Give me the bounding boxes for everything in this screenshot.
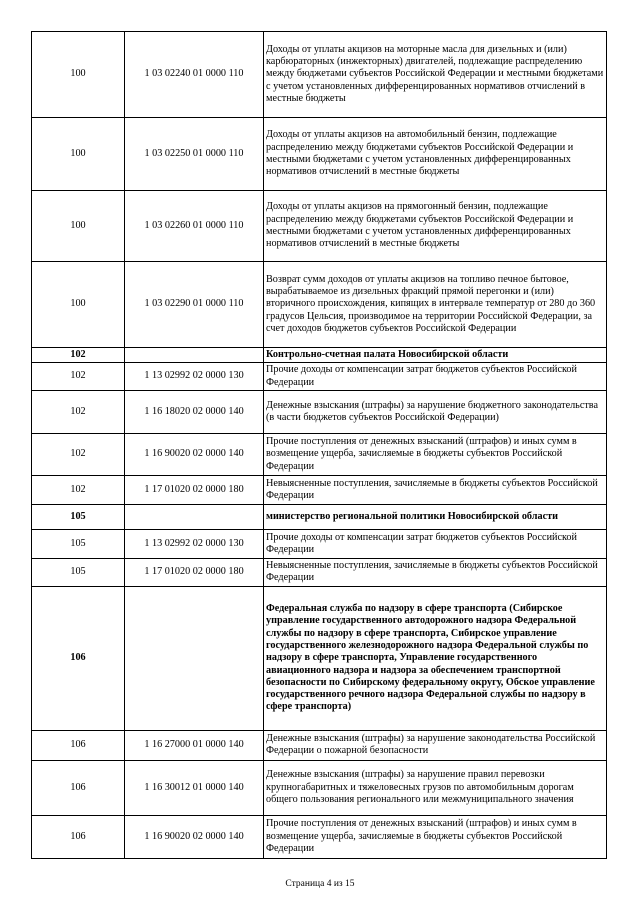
admin-code-cell: 100 [32, 118, 125, 191]
description-cell: Возврат сумм доходов от уплаты акцизов на топливо печное бытовое, вырабатываемое из дизельных фракций прямой перегонки и (или) вторичного происхождения, кипящих в интервале температур от 280 до 360 градусов Цельсия, производимое на территории Российской Федерации, за счет доходов бюджетов субъектов Российской Федерации [264, 262, 607, 348]
revenue-code-cell: 1 17 01020 02 0000 180 [125, 475, 264, 504]
admin-code-cell: 105 [32, 529, 125, 558]
description-cell: Доходы от уплаты акцизов на моторные масла для дизельных и (или) карбюраторных (инжекторных) двигателей, подлежащие распределению между бюджетами субъектов Российской Федерации и местными бюджетами с учетом установленных дифференцированных нормативов отчислений в местные бюджеты [264, 32, 607, 118]
table-row [32, 529, 607, 558]
admin-code-cell: 105 [32, 558, 125, 586]
table-row [32, 32, 607, 118]
table-row [32, 558, 607, 586]
description-cell: Денежные взыскания (штрафы) за нарушение законодательства Российской Федерации о пожарной безопасности [264, 730, 607, 760]
revenue-code-cell: 1 17 01020 02 0000 180 [125, 558, 264, 586]
admin-code-cell: 106 [32, 760, 125, 815]
table-row [32, 504, 607, 529]
description-cell: Прочие доходы от компенсации затрат бюджетов субъектов Российской Федерации [264, 529, 607, 558]
admin-code-cell: 102 [32, 390, 125, 433]
admin-code-cell: 102 [32, 348, 125, 363]
revenue-code-cell: 1 16 18020 02 0000 140 [125, 390, 264, 433]
description-cell: Невыясненные поступления, зачисляемые в бюджеты субъектов Российской Федерации [264, 475, 607, 504]
description-cell: Денежные взыскания (штрафы) за нарушение бюджетного законодательства (в части бюджетов субъектов Российской Федерации) [264, 390, 607, 433]
revenue-code-cell: 1 03 02240 01 0000 110 [125, 32, 264, 118]
description-cell: Доходы от уплаты акцизов на прямогонный бензин, подлежащие распределению между бюджетами субъектов Российской Федерации и местными бюджетами с учетом установленных дифференцированных нормативов отчислений в местные бюджеты [264, 191, 607, 262]
table-row [32, 433, 607, 475]
description-cell: Прочие поступления от денежных взысканий (штрафов) и иных сумм в возмещение ущерба, зачисляемые в бюджеты субъектов Российской Федерации [264, 815, 607, 858]
admin-code-cell: 102 [32, 475, 125, 504]
description-cell: Контрольно-счетная палата Новосибирской области [264, 348, 607, 363]
table-row [32, 118, 607, 191]
table-row [32, 363, 607, 391]
table-row [32, 760, 607, 815]
revenue-code-cell: 1 03 02290 01 0000 110 [125, 262, 264, 348]
revenue-code-cell: 1 03 02260 01 0000 110 [125, 191, 264, 262]
description-cell: Прочие доходы от компенсации затрат бюджетов субъектов Российской Федерации [264, 363, 607, 391]
revenue-code-cell: 1 13 02992 02 0000 130 [125, 529, 264, 558]
table-row [32, 390, 607, 433]
revenue-codes-table [31, 31, 607, 859]
description-cell: Федеральная служба по надзору в сфере транспорта (Сибирское управление государственного автодорожного надзора Федеральной службы по надзору в сфере транспорта, Сибирское управление государственного железнодорожного надзора Федеральной службы по надзору в сфере транспорта, Управление государственного авиационного надзора и надзора за обеспечением транспортной безопасности по Сибирскому федеральному округу, Обское управление государственного речного надзора Федеральной службы по надзору в сфере транспорта) [264, 586, 607, 730]
table-row [32, 348, 607, 363]
admin-code-cell: 100 [32, 32, 125, 118]
page-footer: Страница 4 из 15 [285, 879, 355, 889]
table-row [32, 475, 607, 504]
admin-code-cell: 102 [32, 433, 125, 475]
revenue-code-cell: 1 13 02992 02 0000 130 [125, 363, 264, 391]
table-row [32, 586, 607, 730]
admin-code-cell: 100 [32, 191, 125, 262]
table-row [32, 815, 607, 858]
table-row [32, 730, 607, 760]
revenue-code-cell: 1 16 27000 01 0000 140 [125, 730, 264, 760]
revenue-code-cell [125, 348, 264, 363]
revenue-code-cell: 1 03 02250 01 0000 110 [125, 118, 264, 191]
admin-code-cell: 105 [32, 504, 125, 529]
admin-code-cell: 102 [32, 363, 125, 391]
description-cell: Невыясненные поступления, зачисляемые в бюджеты субъектов Российской Федерации [264, 558, 607, 586]
revenue-code-cell: 1 16 90020 02 0000 140 [125, 433, 264, 475]
admin-code-cell: 106 [32, 730, 125, 760]
table-row [32, 191, 607, 262]
table-body [32, 32, 607, 859]
admin-code-cell: 100 [32, 262, 125, 348]
revenue-code-cell: 1 16 30012 01 0000 140 [125, 760, 264, 815]
description-cell: Денежные взыскания (штрафы) за нарушение правил перевозки крупногабаритных и тяжеловесных грузов по автомобильным дорогам общего пользования регионального или межмуниципального значения [264, 760, 607, 815]
admin-code-cell: 106 [32, 815, 125, 858]
description-cell: Прочие поступления от денежных взысканий (штрафов) и иных сумм в возмещение ущерба, зачисляемые в бюджеты субъектов Российской Федерации [264, 433, 607, 475]
description-cell: Доходы от уплаты акцизов на автомобильный бензин, подлежащие распределению между бюджетами субъектов Российской Федерации и местными бюджетами с учетом установленных дифференцированных нормативов отчислений в местные бюджеты [264, 118, 607, 191]
revenue-code-cell [125, 586, 264, 730]
revenue-code-cell: 1 16 90020 02 0000 140 [125, 815, 264, 858]
table-row [32, 262, 607, 348]
description-cell: министерство региональной политики Новосибирской области [264, 504, 607, 529]
admin-code-cell: 106 [32, 586, 125, 730]
revenue-code-cell [125, 504, 264, 529]
